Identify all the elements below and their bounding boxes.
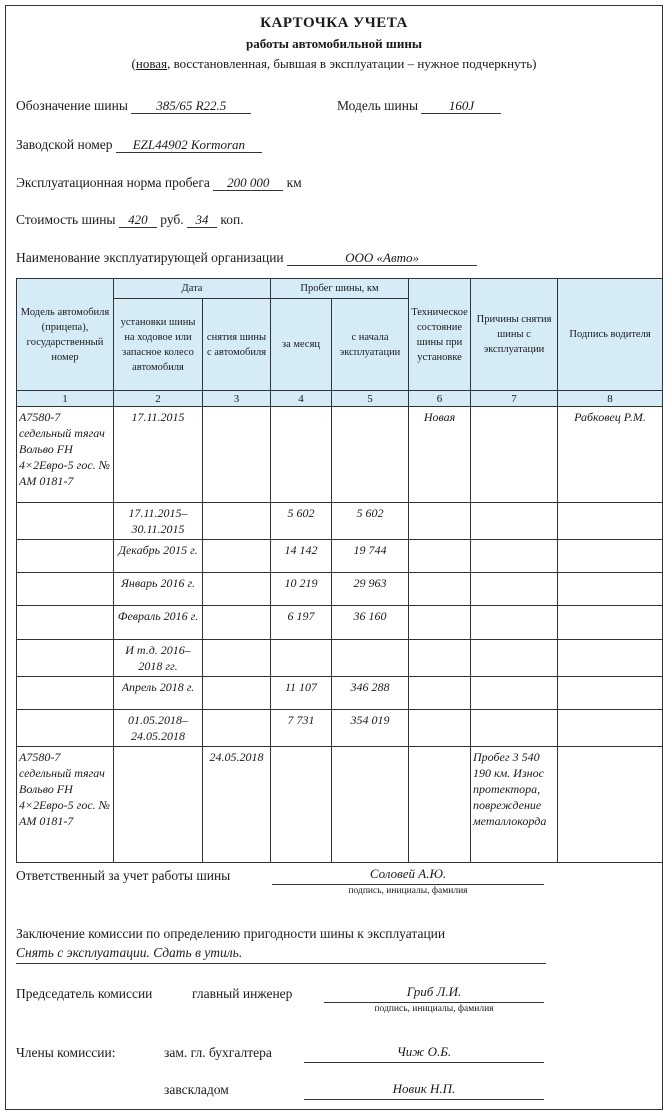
cell-install: Апрель 2018 г. [114, 677, 203, 710]
cell-month [271, 407, 332, 503]
conclusion-line [16, 963, 546, 964]
cell-reason [471, 503, 558, 540]
cell-signature [558, 503, 663, 540]
cell-install [114, 747, 203, 863]
cell-signature: Рабковец Р.М. [558, 407, 663, 503]
header-mileage: Пробег шины, км [271, 279, 409, 299]
cell-month [271, 747, 332, 863]
column-number: 8 [558, 391, 663, 407]
header-vehicle-model: Модель автомобиля (прицепа), государственный номер [17, 279, 114, 391]
cell-state [409, 540, 471, 573]
organization-value: ООО «Авто» [287, 250, 477, 266]
cell-install: 17.11.2015–30.11.2015 [114, 503, 203, 540]
cell-total: 5 602 [332, 503, 409, 540]
serial-row [16, 137, 262, 153]
cell-state [409, 677, 471, 710]
table-row [17, 606, 663, 640]
cell-signature [558, 640, 663, 677]
cell-total: 354 019 [332, 710, 409, 747]
cell-month: 5 602 [271, 503, 332, 540]
cell-state [409, 747, 471, 863]
cell-vehicle [17, 710, 114, 747]
cell-vehicle [17, 503, 114, 540]
cell-remove [203, 407, 271, 503]
cell-total: 346 288 [332, 677, 409, 710]
header-mileage-month: за месяц [271, 299, 332, 391]
cell-month: 6 197 [271, 606, 332, 640]
member1-role: зам. гл. бухгалтера [164, 1045, 272, 1060]
cell-month: 7 731 [271, 710, 332, 747]
table-row [17, 573, 663, 606]
cell-vehicle [17, 677, 114, 710]
member1-signature: Чиж О.Б. [304, 1042, 544, 1063]
cell-install: 17.11.2015 [114, 407, 203, 503]
cell-signature [558, 747, 663, 863]
cell-remove [203, 573, 271, 606]
cell-remove [203, 677, 271, 710]
tire-model-value: 160J [421, 98, 501, 114]
organization-label: Наименование эксплуатирующей организации [16, 250, 284, 265]
cell-install: Январь 2016 г. [114, 573, 203, 606]
cell-total [332, 747, 409, 863]
note-new-underlined: новая [135, 56, 168, 71]
cell-state [409, 710, 471, 747]
cell-reason [471, 710, 558, 747]
tire-usage-table [16, 278, 663, 863]
cell-reason [471, 606, 558, 640]
responsible-signature: Соловей А.Ю. [272, 864, 544, 885]
column-number: 5 [332, 391, 409, 407]
column-number: 7 [471, 391, 558, 407]
tire-designation-value: 385/65 R22.5 [131, 98, 251, 114]
cell-signature [558, 606, 663, 640]
card-condition-note [6, 56, 662, 72]
cell-total [332, 640, 409, 677]
cell-month: 14 142 [271, 540, 332, 573]
chair-signature-hint: подпись, инициалы, фамилия [374, 1004, 494, 1014]
cost-kop-value: 34 [187, 212, 217, 228]
cell-vehicle: А7580-7 седельный тягач Вольво FH 4×2Евро-5 гос. № АМ 0181-7 [17, 407, 114, 503]
cell-remove [203, 606, 271, 640]
column-number: 3 [203, 391, 271, 407]
cell-reason [471, 677, 558, 710]
cell-month [271, 640, 332, 677]
cost-label: Стоимость шины [16, 212, 116, 227]
column-number: 1 [17, 391, 114, 407]
members-label: Члены комиссии: [16, 1045, 116, 1060]
member2-role: завскладом [164, 1082, 229, 1097]
cell-reason [471, 640, 558, 677]
cell-state [409, 640, 471, 677]
cell-state [409, 503, 471, 540]
cell-install: Декабрь 2015 г. [114, 540, 203, 573]
column-number: 6 [409, 391, 471, 407]
cell-state [409, 606, 471, 640]
header-driver-signature: Подпись водителя [558, 279, 663, 391]
cell-install: 01.05.2018–24.05.2018 [114, 710, 203, 747]
chair-role: главный инженер [192, 986, 293, 1001]
column-number: 4 [271, 391, 332, 407]
cell-reason [471, 407, 558, 503]
cell-state: Новая [409, 407, 471, 503]
cost-kop-unit: коп. [220, 212, 244, 227]
cell-vehicle [17, 540, 114, 573]
mileage-row [16, 175, 302, 191]
note-rest: , восстановленная, бывшая в эксплуатации – нужное подчеркнуть) [167, 56, 537, 71]
table-row [17, 640, 663, 677]
mileage-value: 200 000 [213, 175, 283, 191]
cell-reason: Пробег 3 540 190 км. Износ протектора, повреждение металлокорда [471, 747, 558, 863]
responsible-signature-hint: подпись, инициалы, фамилия [348, 886, 468, 896]
cell-total: 29 963 [332, 573, 409, 606]
column-number: 2 [114, 391, 203, 407]
cell-signature [558, 677, 663, 710]
table-row [17, 407, 663, 503]
cell-vehicle [17, 573, 114, 606]
table-row [17, 503, 663, 540]
cost-rub-value: 420 [119, 212, 157, 228]
header-tech-state: Техническое состояние шины при установке [409, 279, 471, 391]
header-mileage-total: с начала эксплуатации [332, 299, 409, 391]
tire-record-card [5, 5, 663, 1110]
serial-value: EZL44902 Kormoran [116, 137, 262, 153]
cell-state [409, 573, 471, 606]
header-install-date: установки шины на ходовое или запасное колесо автомобиля [114, 299, 203, 391]
cell-remove [203, 640, 271, 677]
conclusion-label: Заключение комиссии по определению пригодности шины к эксплуатации [16, 926, 446, 941]
organization-row [16, 250, 477, 266]
cell-reason [471, 540, 558, 573]
cell-vehicle [17, 606, 114, 640]
tire-designation-row [16, 98, 251, 114]
cell-total [332, 407, 409, 503]
cost-row [16, 212, 244, 228]
responsible-label: Ответственный за учет работы шины [16, 868, 231, 883]
chair-label: Председатель комиссии [16, 986, 153, 1001]
table-row [17, 677, 663, 710]
chair-signature: Гриб Л.И. [324, 982, 544, 1003]
cell-remove: 24.05.2018 [203, 747, 271, 863]
card-subtitle: работы автомобильной шины [245, 36, 422, 51]
header-remove-date: снятия шины с автомобиля [203, 299, 271, 391]
header-date: Дата [114, 279, 271, 299]
cell-vehicle: А7580-7 седельный тягач Вольво FH 4×2Евро-5 гос. № АМ 0181-7 [17, 747, 114, 863]
cell-total: 19 744 [332, 540, 409, 573]
tire-model-row [337, 98, 501, 114]
tire-model-label: Модель шины [337, 98, 419, 113]
table-row [17, 747, 663, 863]
cell-reason [471, 573, 558, 606]
cell-signature [558, 573, 663, 606]
cell-vehicle [17, 640, 114, 677]
mileage-label: Эксплуатационная норма пробега [16, 175, 210, 190]
cell-total: 36 160 [332, 606, 409, 640]
note-open: ( [131, 56, 136, 71]
header-removal-reason: Причины снятия шины с эксплуатации [471, 279, 558, 391]
table-row [17, 540, 663, 573]
table-row [17, 710, 663, 747]
cost-rub-unit: руб. [160, 212, 184, 227]
cell-month: 11 107 [271, 677, 332, 710]
cell-remove [203, 503, 271, 540]
serial-label: Заводской номер [16, 137, 113, 152]
cell-signature [558, 540, 663, 573]
card-title: КАРТОЧКА УЧЕТА [260, 15, 408, 31]
cell-signature [558, 710, 663, 747]
tire-designation-label: Обозначение шины [16, 98, 128, 113]
mileage-unit: км [286, 175, 302, 190]
cell-remove [203, 710, 271, 747]
cell-month: 10 219 [271, 573, 332, 606]
cell-install: Февраль 2016 г. [114, 606, 203, 640]
conclusion-value: Снять с эксплуатации. Сдать в утиль. [16, 945, 243, 960]
cell-remove [203, 540, 271, 573]
cell-install: И т.д. 2016–2018 гг. [114, 640, 203, 677]
member2-signature: Новик Н.П. [304, 1079, 544, 1100]
